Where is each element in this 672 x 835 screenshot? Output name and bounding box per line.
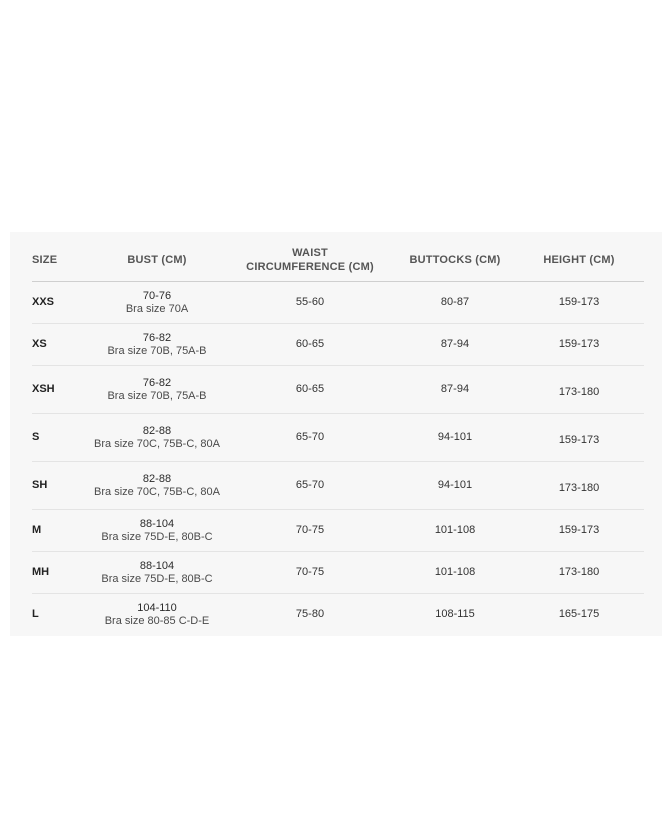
- row-height: 159-173: [514, 324, 644, 366]
- table-row: [32, 414, 644, 462]
- table-row: [32, 324, 644, 366]
- row-waist: 60-65: [224, 324, 396, 366]
- header-waist: [224, 238, 396, 282]
- bust-range: 88-104: [139, 517, 175, 530]
- row-bust: [90, 462, 224, 510]
- bra-size: Bra size 80-85 C-D-E: [104, 614, 210, 627]
- row-size: MH: [32, 552, 90, 594]
- row-height: 173-180: [514, 462, 644, 510]
- row-waist: 65-70: [224, 414, 396, 462]
- row-waist: 75-80: [295, 608, 325, 620]
- bra-size: Bra size 70B, 75A-B: [107, 389, 207, 402]
- bra-size: Bra size 75D-E, 80B-C: [101, 572, 213, 585]
- row-buttocks: 87-94: [396, 366, 514, 414]
- row-height: 173-180: [514, 366, 644, 414]
- bust-range: 82-88: [142, 424, 172, 437]
- header-height: HEIGHT (CM): [514, 238, 644, 282]
- row-waist: 60-65: [224, 366, 396, 414]
- table-header-row: [32, 238, 644, 282]
- row-buttocks: 80-87: [396, 282, 514, 324]
- bust-range: 88-104: [139, 559, 175, 572]
- bust-range: 104-110: [137, 601, 177, 614]
- table-row: [32, 366, 644, 414]
- size-chart-table: [32, 238, 644, 635]
- row-bust: [90, 510, 224, 552]
- table-row: [32, 594, 644, 636]
- row-bust: [90, 324, 224, 366]
- header-buttocks: BUTTOCKS (CM): [396, 238, 514, 282]
- row-height: 159-173: [514, 510, 644, 552]
- row-bust: [90, 366, 224, 414]
- row-size: SH: [32, 462, 90, 510]
- row-bust: [90, 282, 224, 324]
- table-row: [32, 510, 644, 552]
- row-buttocks: 101-108: [396, 510, 514, 552]
- row-waist: 65-70: [224, 462, 396, 510]
- bra-size: Bra size 75D-E, 80B-C: [101, 530, 213, 543]
- bra-size: Bra size 70A: [125, 302, 189, 315]
- row-size: S: [32, 414, 90, 462]
- row-size: M: [32, 510, 90, 552]
- row-waist: 70-75: [224, 552, 396, 594]
- header-bust: BUST (CM): [90, 238, 224, 282]
- header-waist-line1: WAIST: [292, 246, 328, 259]
- row-waist: 55-60: [224, 282, 396, 324]
- row-height: 159-173: [514, 414, 644, 462]
- row-height: 159-173: [514, 282, 644, 324]
- row-buttocks: 101-108: [396, 552, 514, 594]
- row-bust: [90, 594, 224, 636]
- row-size: L: [32, 608, 39, 620]
- header-waist-line2: CIRCUMFERENCE (CM): [246, 260, 374, 273]
- row-buttocks: 87-94: [396, 324, 514, 366]
- table-row: [32, 282, 644, 324]
- header-size: SIZE: [32, 238, 90, 282]
- bust-range: 76-82: [142, 331, 172, 344]
- row-bust: [90, 552, 224, 594]
- row-height: 173-180: [514, 552, 644, 594]
- row-waist: 70-75: [224, 510, 396, 552]
- bra-size: Bra size 70C, 75B-C, 80A: [94, 437, 220, 450]
- bust-range: 82-88: [142, 472, 172, 485]
- bust-range: 76-82: [142, 376, 172, 389]
- row-buttocks: 94-101: [396, 414, 514, 462]
- bust-range: 70-76: [142, 289, 172, 302]
- bra-size: Bra size 70C, 75B-C, 80A: [94, 485, 220, 498]
- table-row: [32, 552, 644, 594]
- row-height: 165-175: [558, 608, 600, 620]
- row-size: XSH: [32, 366, 90, 414]
- table-row: [32, 462, 644, 510]
- row-size: XS: [32, 324, 90, 366]
- row-buttocks: 108-115: [435, 608, 475, 620]
- row-size: XXS: [32, 282, 90, 324]
- row-buttocks: 94-101: [396, 462, 514, 510]
- row-bust: [90, 414, 224, 462]
- bra-size: Bra size 70B, 75A-B: [107, 344, 207, 357]
